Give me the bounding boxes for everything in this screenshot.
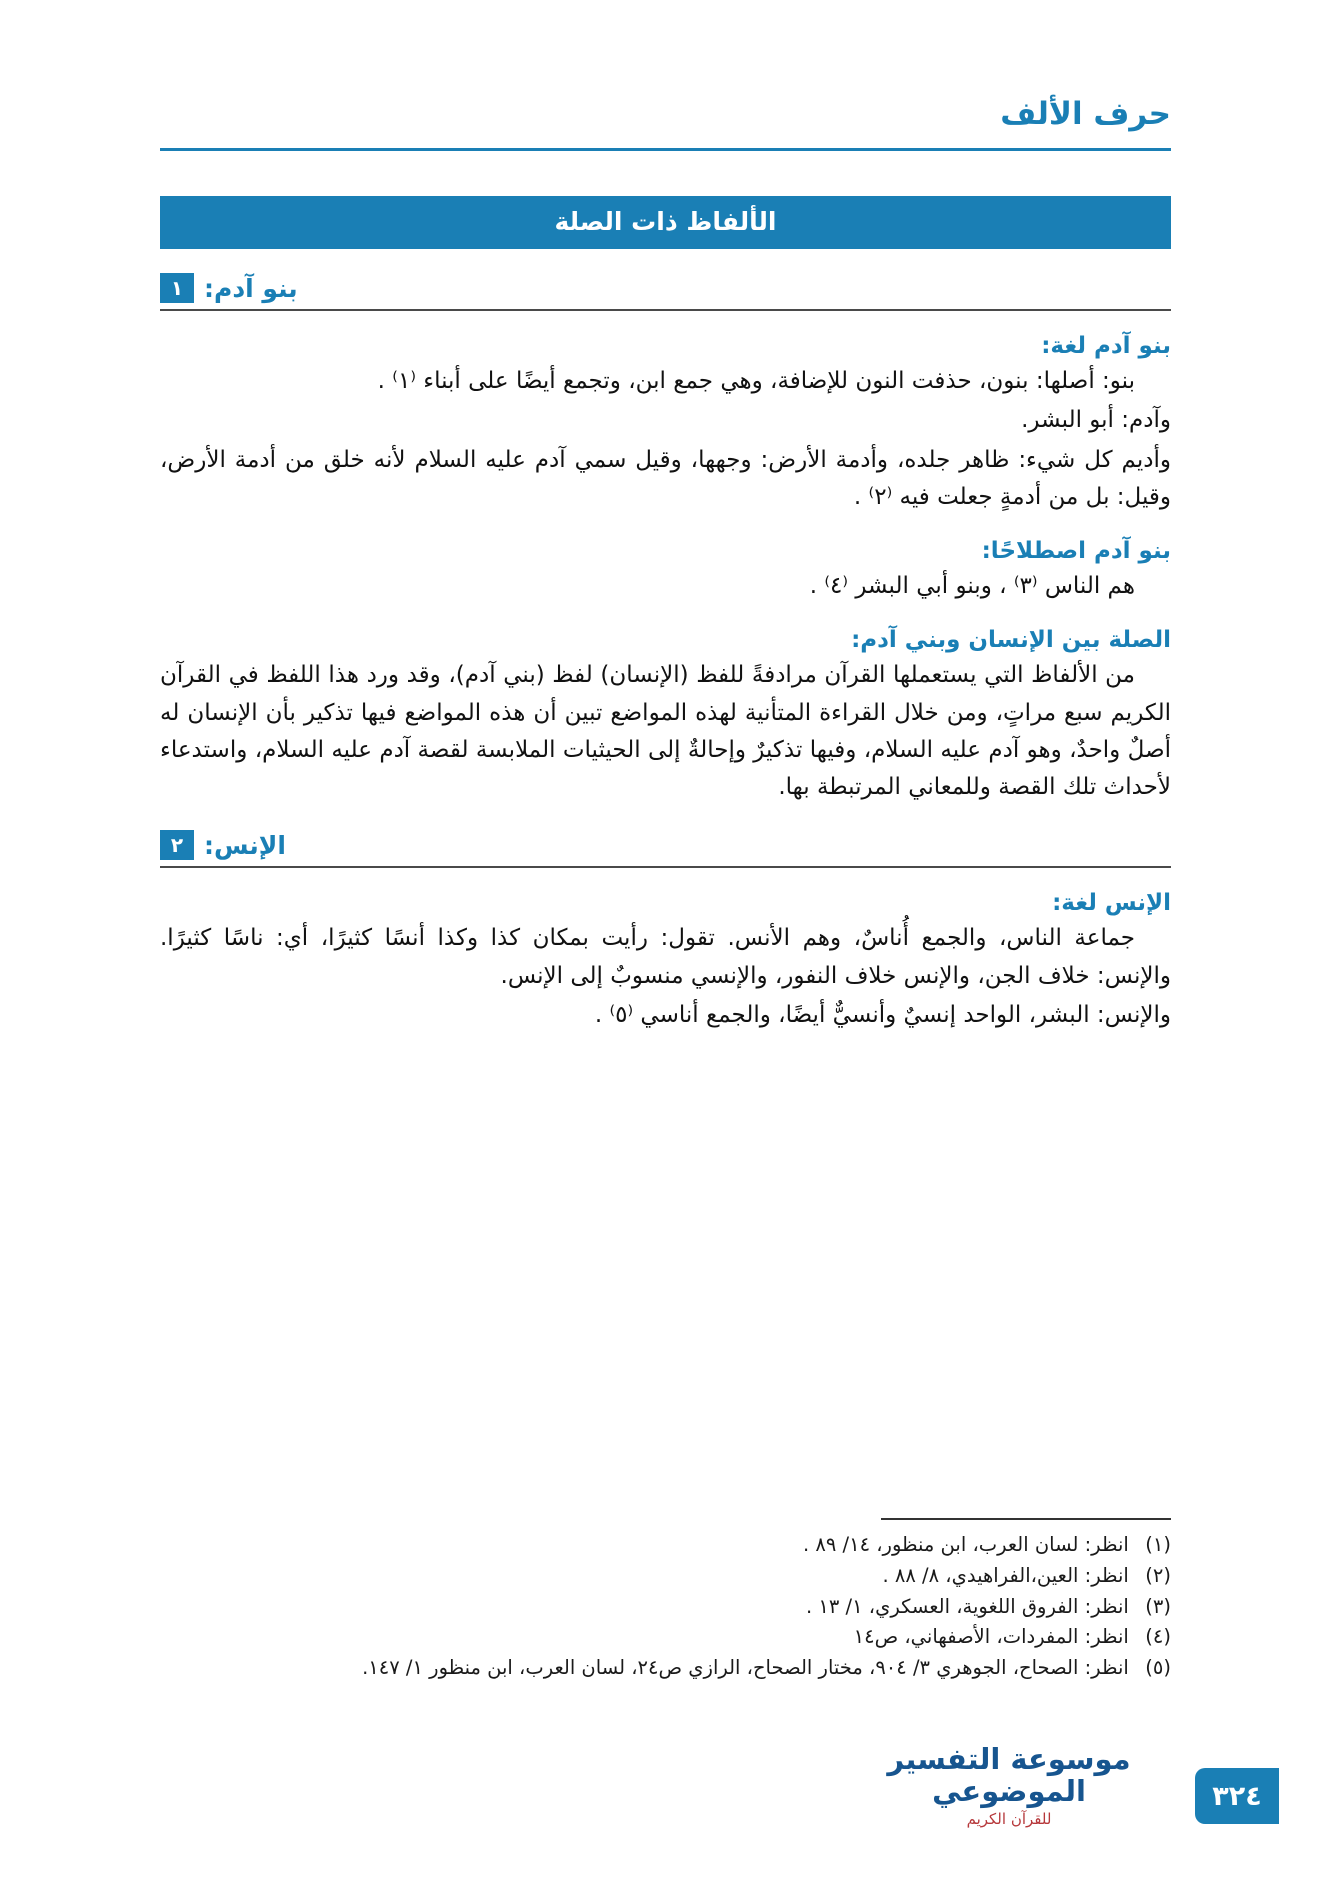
footnote-marker: (٤): [1145, 1625, 1171, 1649]
entry-2: [160, 830, 1171, 1034]
footnote-item: [160, 1561, 1171, 1592]
footnote-marker: (١): [1145, 1533, 1171, 1557]
entry-1-heading: [160, 273, 1171, 303]
footnote-marker: (٥): [1145, 1656, 1171, 1680]
section-banner: الألفاظ ذات الصلة: [160, 196, 1171, 249]
page-header: [160, 96, 1171, 152]
publisher-logo-sub: للقرآن الكريم: [966, 1810, 1052, 1828]
entry-1: [160, 273, 1171, 806]
main-content: [160, 196, 1171, 1036]
footnote-marker: (٢): [1145, 1563, 1171, 1587]
entry-1-section-1-heading: بنو آدم لغة:: [1041, 333, 1171, 359]
footnotes-block: [160, 1518, 1171, 1684]
entry-2-title: الإنس:: [204, 830, 286, 860]
entry-1-section-2-paragraph-1: هم الناس ⁽٣⁾ ، وبنو أبي البشر ⁽٤⁾ .: [809, 573, 1135, 599]
footnote-marker: (٣): [1145, 1594, 1171, 1618]
footnote-text: انظر: العين،الفراهيدي، ٨/ ٨٨ .: [882, 1563, 1129, 1587]
entry-1-section-3-paragraph-1: من الألفاظ التي يستعملها القرآن مرادفةً للفظ (الإنسان) لفظ (بني آدم)، وقد ورد هذا اللفظ في القرآن الكريم سبع مراتٍ، ومن خلال القراءة المتأنية لهذه المواضع تبين أن هذه المواضع فيها تذكير بأن الإنسان له أصلٌ واحدٌ، وهو آدم عليه السلام، وفيها تذكيرٌ وإحالةٌ إلى الحيثيات الملابسة لقصة آدم عليه السلام، واستدعاء لأحداث تلك القصة وللمعاني المرتبطة بها.: [160, 662, 1171, 800]
entry-2-section-1-paragraph-2: والإنس: البشر، الواحد إنسيٌ وأنسيٌّ أيضًا، والجمع أناسي ⁽٥⁾ .: [594, 1001, 1171, 1028]
entry-2-number: ٢: [160, 830, 194, 860]
header-divider: [160, 148, 1171, 151]
footnote-item: [160, 1622, 1171, 1653]
entry-1-number: ١: [160, 273, 194, 303]
footnote-text: انظر: الصحاح، الجوهري ٣/ ٩٠٤، مختار الصحاح، الرازي ص٢٤، لسان العرب، ابن منظور ١/ ١٤٧.: [362, 1656, 1129, 1680]
page-number-badge: ٣٢٤: [1195, 1768, 1279, 1824]
page-footer: [0, 1732, 1339, 1842]
publisher-logo: [859, 1744, 1159, 1828]
entry-1-section-3-heading: الصلة بين الإنسان وبني آدم:: [851, 627, 1171, 654]
footnotes-list: [160, 1530, 1171, 1684]
footnote-item: [160, 1592, 1171, 1623]
publisher-logo-main: موسوعة التفسير الموضوعي: [887, 1742, 1131, 1809]
entry-2-section-1-heading: الإنس لغة:: [1052, 890, 1171, 917]
entry-1-section-2-heading: بنو آدم اصطلاحًا:: [981, 538, 1171, 564]
entry-2-section-1-paragraph-1: جماعة الناس، والجمع أُناسٌ، وهم الأنس. تقول: رأيت بمكان كذا وكذا أنسًا كثيرًا، أي: ناسًا كثيرًا. والإنس: خلاف الجن، والإنس خلاف النفور، والإنسي منسوبٌ إلى الإنس.: [160, 925, 1171, 989]
entry-2-divider: [160, 866, 1171, 868]
footnote-item: [160, 1530, 1171, 1561]
entry-1-section-1-paragraph-1: بنو: أصلها: بنون، حذفت النون للإضافة، وهي جمع ابن، وتجمع أيضًا على أبناء ⁽١⁾ .: [377, 368, 1135, 394]
footnote-text: انظر: لسان العرب، ابن منظور، ١٤/ ٨٩ .: [802, 1533, 1129, 1557]
footnotes-divider: [881, 1518, 1171, 1520]
footnote-text: انظر: المفردات، الأصفهاني، ص١٤: [853, 1625, 1129, 1649]
entry-1-title: بنو آدم:: [204, 273, 298, 303]
entry-1-section-1-paragraph-3: وأديم كل شيء: ظاهر جلده، وأدمة الأرض: وجهها، وقيل سمي آدم عليه السلام لأنه خلق من أدمة الأرض، وقيل: بل من أدمةٍ جعلت فيه ⁽٢⁾ .: [160, 446, 1171, 510]
header-title: حرف الألف: [1000, 96, 1171, 132]
entry-1-section-1-paragraph-2: وآدم: أبو البشر.: [1021, 407, 1171, 434]
footnote-item: [160, 1653, 1171, 1684]
entry-2-heading: [160, 830, 1171, 860]
entry-1-divider: [160, 309, 1171, 311]
footnote-text: انظر: الفروق اللغوية، العسكري، ١/ ١٣ .: [805, 1594, 1129, 1618]
